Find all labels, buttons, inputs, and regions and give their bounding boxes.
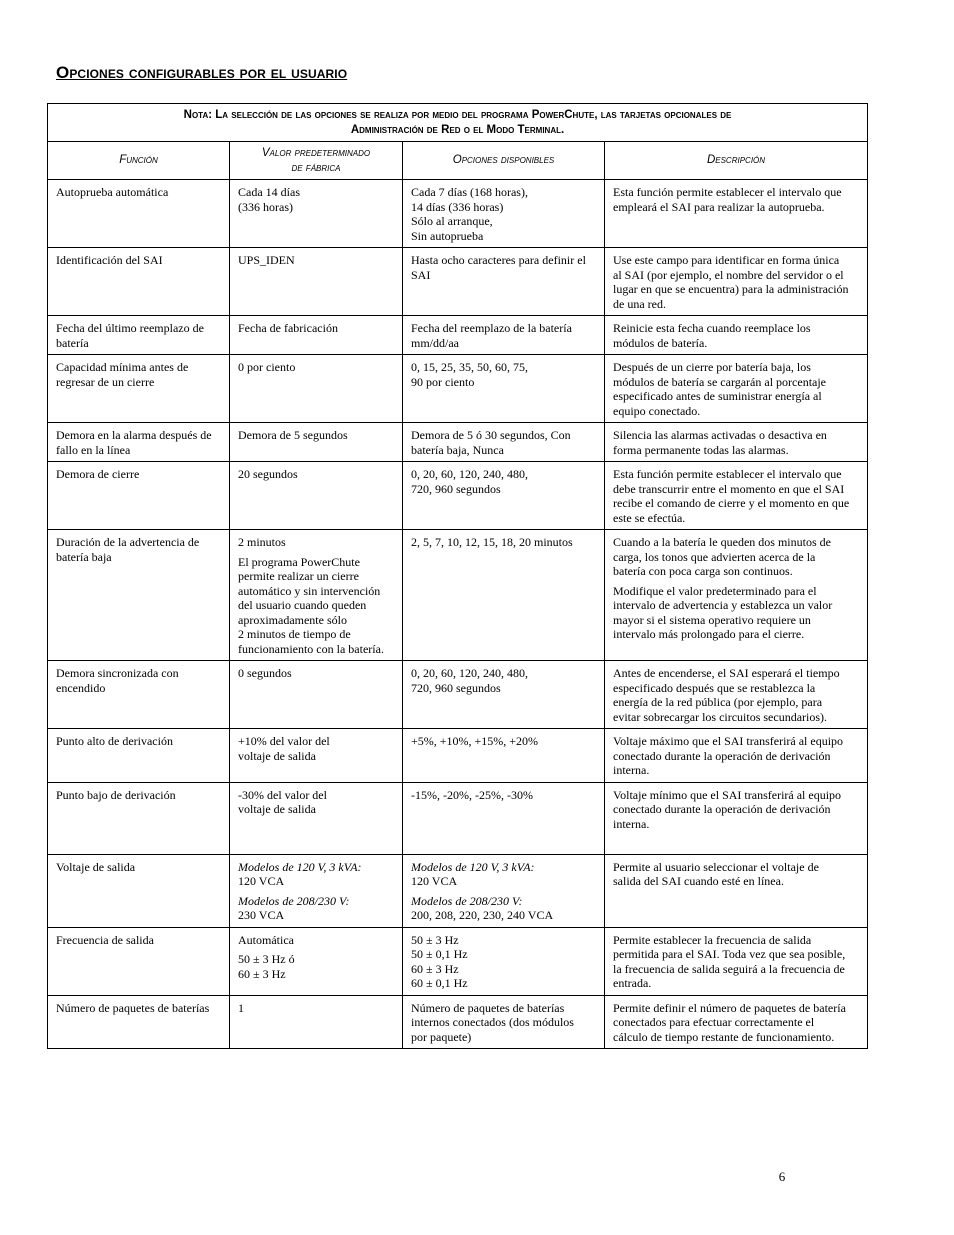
cell-text: 720, 960 segundos <box>411 680 501 695</box>
cell-text: este se efectúa. <box>613 510 686 525</box>
cell-text: Reinicie esta fecha cuando reemplace los <box>613 321 811 335</box>
table-row <box>48 927 868 995</box>
cell-text: Sólo al arranque, <box>411 214 493 228</box>
cell-text: batería <box>56 335 89 350</box>
column-header-default-line: Valor predeterminado <box>261 146 371 159</box>
cell-text: SAI <box>411 267 431 282</box>
cell-description <box>605 995 868 1049</box>
cell-function <box>48 661 230 729</box>
cell-text: Identificación del SAI <box>56 253 163 267</box>
cell-text: Duración de la advertencia de <box>56 535 200 549</box>
cell-function <box>48 462 230 530</box>
cell-description <box>605 316 868 355</box>
cell-text: 2 minutos <box>238 535 286 549</box>
cell-default <box>230 180 403 248</box>
table-row <box>48 995 868 1049</box>
cell-text: Capacidad mínima antes de <box>56 360 189 374</box>
cell-default <box>230 995 403 1049</box>
cell-text: batería baja <box>56 549 112 564</box>
cell-text: recibe el comando de cierre y el momento en que <box>613 496 850 510</box>
cell-text: Número de paquetes de baterías <box>411 1000 565 1015</box>
cell-text: Después de un cierre por batería baja, los <box>613 360 811 374</box>
cell-text: energía de la red pública (por ejemplo, para <box>613 695 823 709</box>
cell-text: conectado durante la operación de derivación <box>613 802 831 816</box>
cell-text: aproximadamente sólo <box>238 612 347 627</box>
cell-description <box>605 530 868 661</box>
cell-text: intervalo de advertencia y establezca un valor <box>613 598 833 612</box>
cell-function <box>48 530 230 661</box>
table-row <box>48 782 868 854</box>
cell-text: salida del SAI cuando esté en línea. <box>613 874 784 888</box>
column-header-default-line: de fábrica <box>291 161 341 174</box>
table-row <box>48 316 868 355</box>
cell-text: regresar de un cierre <box>56 374 155 389</box>
page-number <box>0 1169 787 1185</box>
cell-text: Modelos de 208/230 V: <box>238 893 350 908</box>
table-row <box>48 423 868 462</box>
cell-options <box>403 854 605 927</box>
cell-text: permite realizar un cierre <box>238 569 359 583</box>
cell-text: Demora en la alarma después de <box>56 428 212 442</box>
cell-text: 50 ± 3 Hz ó <box>238 952 295 966</box>
cell-text: conectado durante la operación de derivación <box>613 748 831 763</box>
cell-default <box>230 423 403 462</box>
cell-text: equipo conectado. <box>613 403 701 418</box>
cell-default <box>230 355 403 423</box>
cell-text: del usuario cuando queden <box>238 598 367 612</box>
cell-description <box>605 782 868 854</box>
cell-text: Fecha de fabricación <box>238 321 338 335</box>
page-title: Opciones configurables por el usuario <box>56 63 348 82</box>
cell-text: 2, 5, 7, 10, 12, 15, 18, 20 minutos <box>411 535 573 549</box>
cell-text: 230 VCA <box>238 908 285 922</box>
cell-text: Frecuencia de salida <box>56 932 154 947</box>
note-row <box>48 104 868 142</box>
cell-text: cálculo de tiempo restante de funcionamiento. <box>613 1029 835 1044</box>
cell-text: Modelos de 120 V, 3 kVA: <box>411 859 535 874</box>
cell-options <box>403 530 605 661</box>
cell-text: internos conectados (dos módulos <box>411 1015 574 1029</box>
cell-text: permitida para el SAI. Toda vez que sea posible, <box>613 947 846 961</box>
cell-options <box>403 927 605 995</box>
cell-description <box>605 729 868 783</box>
cell-text: módulos de batería. <box>613 335 708 350</box>
cell-text: debe transcurrir entre el momento en que el SAI <box>613 481 845 496</box>
column-header-default <box>230 142 403 180</box>
cell-options <box>403 782 605 854</box>
table-row <box>48 661 868 729</box>
cell-text: 2 minutos de tiempo de <box>238 627 351 641</box>
cell-function <box>48 854 230 927</box>
cell-text: módulos de batería se cargarán al porcentaje <box>613 374 827 389</box>
cell-text: Demora sincronizada con <box>56 666 179 680</box>
cell-text: Modifique el valor predeterminado para el <box>613 583 817 598</box>
cell-text: +5%, +10%, +15%, +20% <box>411 734 539 748</box>
cell-text: Permite establecer la frecuencia de salida <box>613 932 812 947</box>
cell-text: conectados para efectuar correctamente el <box>613 1015 815 1029</box>
cell-text: automático y sin intervención <box>238 583 381 598</box>
cell-function <box>48 180 230 248</box>
cell-text: UPS_IDEN <box>238 253 295 267</box>
cell-text: 0, 20, 60, 120, 240, 480, <box>411 666 528 680</box>
cell-text: batería con poca carga son continuos. <box>613 564 793 578</box>
cell-options <box>403 316 605 355</box>
cell-default <box>230 316 403 355</box>
cell-text: 0, 15, 25, 35, 50, 60, 75, <box>411 360 528 374</box>
cell-text: Número de paquetes de baterías <box>56 1000 210 1015</box>
cell-text: 60 ± 3 Hz <box>238 966 286 981</box>
cell-text: especificado después que se restablezca la <box>613 680 816 695</box>
cell-options <box>403 729 605 783</box>
cell-text: voltaje de salida <box>238 802 316 816</box>
cell-text: Demora de cierre <box>56 467 140 481</box>
cell-text: 120 VCA <box>238 874 285 888</box>
cell-text: Sin autoprueba <box>411 228 484 243</box>
cell-text: fallo en la línea <box>56 442 131 457</box>
cell-text: 60 ± 0,1 Hz <box>411 976 468 990</box>
cell-text: Permite al usuario seleccionar el voltaje de <box>613 859 819 874</box>
cell-text: 50 ± 0,1 Hz <box>411 947 468 961</box>
cell-options <box>403 355 605 423</box>
cell-text: 0, 20, 60, 120, 240, 480, <box>411 467 528 481</box>
cell-description <box>605 661 868 729</box>
cell-options <box>403 995 605 1049</box>
cell-text: interna. <box>613 816 650 831</box>
cell-text: entrada. <box>613 976 652 990</box>
cell-description <box>605 248 868 316</box>
cell-default <box>230 927 403 995</box>
table-row <box>48 180 868 248</box>
cell-text: Cada 7 días (168 horas), <box>411 185 528 199</box>
cell-default <box>230 530 403 661</box>
cell-default <box>230 248 403 316</box>
cell-text: 20 segundos <box>238 467 298 481</box>
cell-text: El programa PowerChute <box>238 554 360 569</box>
cell-text: 200, 208, 220, 230, 240 VCA <box>411 908 554 922</box>
cell-text: Silencia las alarmas activadas o desactiva en <box>613 428 827 442</box>
cell-function <box>48 995 230 1049</box>
cell-text: mayor si el sistema operativo requiere un <box>613 612 811 627</box>
cell-description <box>605 854 868 927</box>
cell-text: intervalo más prolongado para el cierre. <box>613 627 805 641</box>
cell-text: de una red. <box>613 296 666 311</box>
table-row <box>48 355 868 423</box>
column-header-function: Función <box>48 142 230 180</box>
cell-default <box>230 854 403 927</box>
cell-function <box>48 423 230 462</box>
cell-text: Cuando a la batería le queden dos minutos de <box>613 535 831 549</box>
cell-description <box>605 423 868 462</box>
cell-text: Permite definir el número de paquetes de batería <box>613 1000 846 1015</box>
cell-text: -15%, -20%, -25%, -30% <box>411 787 533 802</box>
cell-text: funcionamiento con la batería. <box>238 641 384 656</box>
cell-text: forma permanente todas las alarmas. <box>613 442 789 457</box>
cell-function <box>48 316 230 355</box>
cell-text: Cada 14 días <box>238 185 300 199</box>
table-row <box>48 729 868 783</box>
cell-text: Esta función permite establecer el intervalo que <box>613 185 842 199</box>
cell-function <box>48 729 230 783</box>
user-options-table <box>47 103 868 1049</box>
table-row <box>48 248 868 316</box>
cell-text: Esta función permite establecer el intervalo que <box>613 467 842 481</box>
table-row <box>48 462 868 530</box>
cell-text: la frecuencia de salida seguirá a la frecuencia de <box>613 961 845 976</box>
note-cell <box>48 104 868 142</box>
cell-text: Punto bajo de derivación <box>56 787 176 802</box>
cell-text: -30% del valor del <box>238 787 327 802</box>
cell-text: evitar sobrecargar los circuitos secundarios). <box>613 709 828 724</box>
cell-options <box>403 248 605 316</box>
cell-text: Autoprueba automática <box>56 185 169 199</box>
cell-text: 14 días (336 horas) <box>411 199 504 214</box>
cell-description <box>605 462 868 530</box>
cell-text: Modelos de 208/230 V: <box>411 893 523 908</box>
cell-text: Voltaje de salida <box>56 859 136 874</box>
cell-default <box>230 462 403 530</box>
cell-text: carga, los tonos que advierten acerca de la <box>613 549 816 564</box>
cell-text: Hasta ocho caracteres para definir el <box>411 253 586 267</box>
cell-options <box>403 462 605 530</box>
cell-text: Automática <box>238 932 294 947</box>
cell-text: 60 ± 3 Hz <box>411 961 459 976</box>
cell-text: 0 segundos <box>238 666 292 680</box>
cell-text: Demora de 5 segundos <box>238 428 348 442</box>
table-row <box>48 854 868 927</box>
column-header-options: Opciones disponibles <box>403 142 605 180</box>
cell-text: 1 <box>238 1000 244 1015</box>
cell-text: Antes de encenderse, el SAI esperará el tiempo <box>613 666 840 680</box>
cell-function <box>48 927 230 995</box>
cell-text: Modelos de 120 V, 3 kVA: <box>238 859 362 874</box>
cell-text: voltaje de salida <box>238 748 316 763</box>
column-header-description: Descripción <box>605 142 868 180</box>
cell-description <box>605 355 868 423</box>
table-row <box>48 530 868 661</box>
cell-function <box>48 248 230 316</box>
header-row <box>48 142 868 180</box>
cell-text: empleará el SAI para realizar la autoprueba. <box>613 199 825 214</box>
cell-default <box>230 729 403 783</box>
cell-text: 0 por ciento <box>238 360 296 374</box>
cell-text: mm/dd/aa <box>411 335 459 350</box>
cell-text: 50 ± 3 Hz <box>411 932 459 947</box>
cell-text: Punto alto de derivación <box>56 734 173 748</box>
cell-text: lugar en que se encuentra) para la administración <box>613 282 849 296</box>
cell-text: Demora de 5 ó 30 segundos, Con <box>411 428 571 442</box>
cell-text: batería baja, Nunca <box>411 442 504 457</box>
cell-text: al SAI (por ejemplo, el nombre del servidor o el <box>613 267 844 282</box>
cell-text: 720, 960 segundos <box>411 481 501 496</box>
cell-text: (336 horas) <box>238 199 293 214</box>
cell-text: 90 por ciento <box>411 374 475 389</box>
cell-text: Voltaje máximo que el SAI transferirá al equipo <box>613 734 844 748</box>
cell-text: encendido <box>56 680 106 695</box>
cell-options <box>403 423 605 462</box>
note-line: Administración de Red o el Modo Terminal. <box>350 124 565 136</box>
cell-function <box>48 782 230 854</box>
page-number-text: 6 <box>778 1169 786 1184</box>
cell-text: Fecha del reemplazo de la batería <box>411 321 572 335</box>
cell-text: por paquete) <box>411 1029 472 1044</box>
cell-text: interna. <box>613 763 650 777</box>
cell-options <box>403 661 605 729</box>
cell-description <box>605 180 868 248</box>
cell-text: +10% del valor del <box>238 734 330 748</box>
cell-function <box>48 355 230 423</box>
cell-options <box>403 180 605 248</box>
cell-text: especificado antes de suministrar energía al <box>613 389 822 403</box>
cell-text: Fecha del último reemplazo de <box>56 321 204 335</box>
note-line: Nota: La selección de las opciones se realiza por medio del programa PowerChute, las tarjetas opcionales de <box>183 109 732 121</box>
cell-description <box>605 927 868 995</box>
cell-text: 120 VCA <box>411 874 458 888</box>
cell-default <box>230 661 403 729</box>
cell-text: Voltaje mínimo que el SAI transferirá al equipo <box>613 787 842 802</box>
cell-default <box>230 782 403 854</box>
cell-text: Use este campo para identificar en forma única <box>613 253 840 267</box>
